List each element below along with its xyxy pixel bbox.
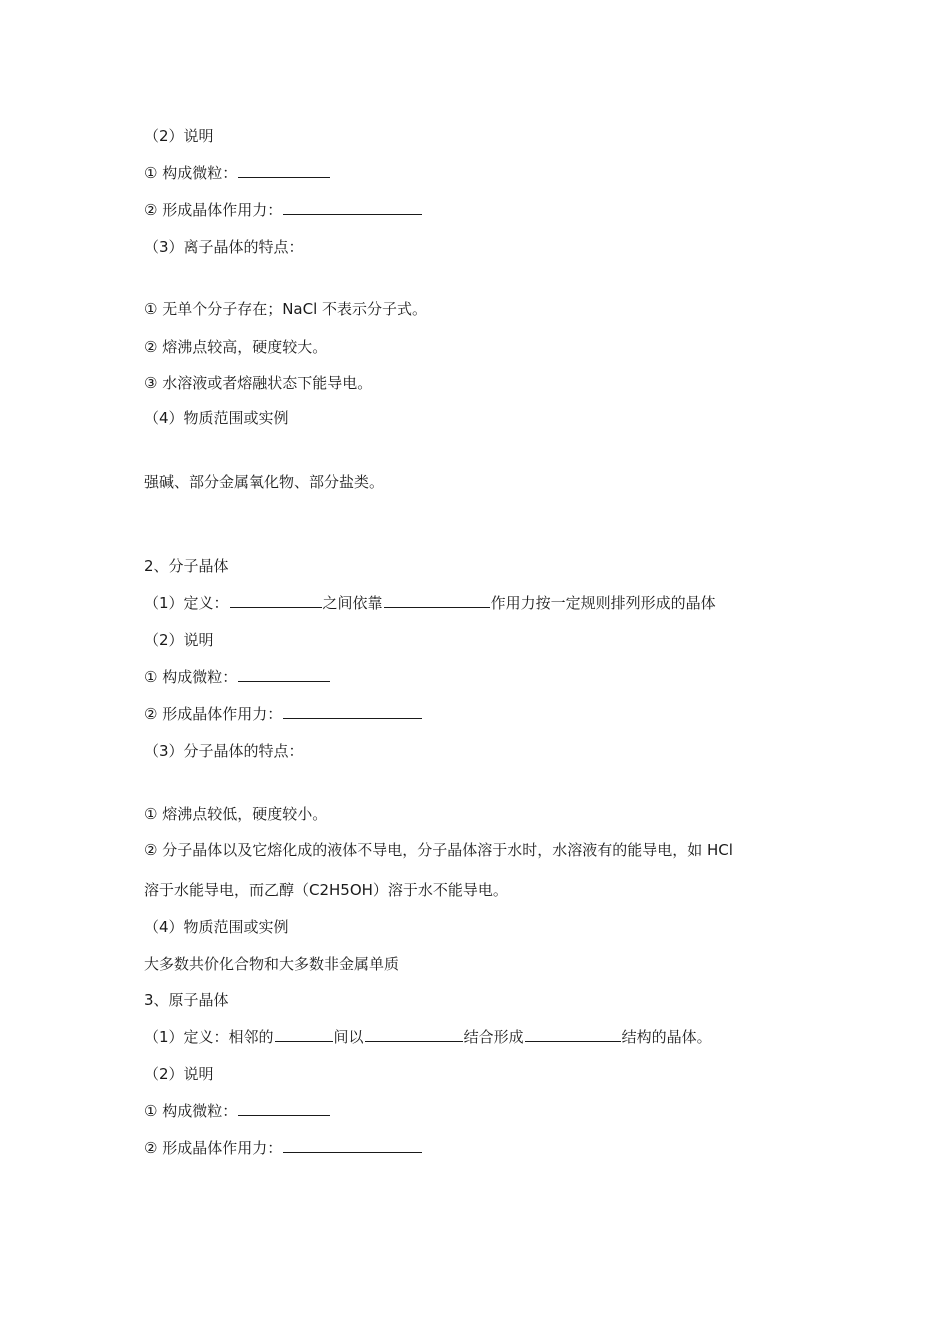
molecular-def-blank-2[interactable] — [384, 593, 490, 608]
molecular-def-prefix: （1）定义： — [144, 594, 229, 612]
ionic-force-label: ② 形成晶体作用力： — [144, 201, 283, 219]
molecular-force-line — [144, 704, 423, 724]
molecular-feature-2-line-2: 溶于水能导电，而乙醇（C2H5OH）溶于水不能导电。 — [144, 881, 508, 899]
atomic-explanation-heading: （2）说明 — [144, 1065, 214, 1083]
ionic-particle-label: ① 构成微粒： — [144, 164, 238, 182]
atomic-force-blank[interactable] — [283, 1138, 422, 1153]
atomic-title: 3、原子晶体 — [144, 991, 229, 1009]
molecular-explanation-heading: （2）说明 — [144, 631, 214, 649]
molecular-force-label: ② 形成晶体作用力： — [144, 705, 283, 723]
molecular-particle-label: ① 构成微粒： — [144, 668, 238, 686]
ionic-examples-heading: （4）物质范围或实例 — [144, 409, 289, 427]
atomic-particle-label: ① 构成微粒： — [144, 1102, 238, 1120]
molecular-def-blank-1[interactable] — [230, 593, 322, 608]
ionic-particle-line — [144, 163, 331, 183]
ionic-explanation-heading: （2）说明 — [144, 127, 214, 145]
atomic-force-label: ② 形成晶体作用力： — [144, 1139, 283, 1157]
ionic-feature-1: ① 无单个分子存在；NaCl 不表示分子式。 — [144, 300, 428, 318]
molecular-feature-2-line-1: ② 分子晶体以及它熔化成的液体不导电，分子晶体溶于水时，水溶液有的能导电，如 HCl — [144, 841, 733, 859]
ionic-feature-3: ③ 水溶液或者熔融状态下能导电。 — [144, 374, 373, 392]
ionic-examples: 强碱、部分金属氧化物、部分盐类。 — [144, 473, 385, 491]
molecular-particle-blank[interactable] — [238, 667, 330, 682]
ionic-force-blank[interactable] — [283, 200, 422, 215]
molecular-force-blank[interactable] — [283, 704, 422, 719]
atomic-def-suffix: 结构的晶体。 — [621, 1028, 712, 1046]
molecular-particle-line — [144, 667, 331, 687]
atomic-particle-line — [144, 1101, 331, 1121]
ionic-force-line — [144, 200, 423, 220]
atomic-def-blank-2[interactable] — [365, 1027, 463, 1042]
molecular-def-mid: 之间依靠 — [322, 594, 383, 612]
molecular-features-heading: （3）分子晶体的特点： — [144, 742, 304, 760]
atomic-def-mid-1: 间以 — [333, 1028, 364, 1046]
atomic-particle-blank[interactable] — [238, 1101, 330, 1116]
atomic-def-blank-1[interactable] — [275, 1027, 333, 1042]
atomic-def-mid-2: 结合形成 — [463, 1028, 524, 1046]
atomic-force-line — [144, 1138, 423, 1158]
atomic-def-prefix: （1）定义：相邻的 — [144, 1028, 274, 1046]
molecular-title: 2、分子晶体 — [144, 557, 229, 575]
molecular-examples: 大多数共价化合物和大多数非金属单质 — [144, 955, 400, 973]
atomic-definition — [144, 1027, 712, 1047]
molecular-feature-1: ① 熔沸点较低，硬度较小。 — [144, 805, 328, 823]
molecular-definition — [144, 593, 716, 613]
ionic-particle-blank[interactable] — [238, 163, 330, 178]
molecular-examples-heading: （4）物质范围或实例 — [144, 918, 289, 936]
molecular-def-suffix: 作用力按一定规则排列形成的晶体 — [490, 594, 716, 612]
ionic-features-heading: （3）离子晶体的特点： — [144, 238, 304, 256]
atomic-def-blank-3[interactable] — [525, 1027, 621, 1042]
ionic-feature-2: ② 熔沸点较高，硬度较大。 — [144, 338, 328, 356]
